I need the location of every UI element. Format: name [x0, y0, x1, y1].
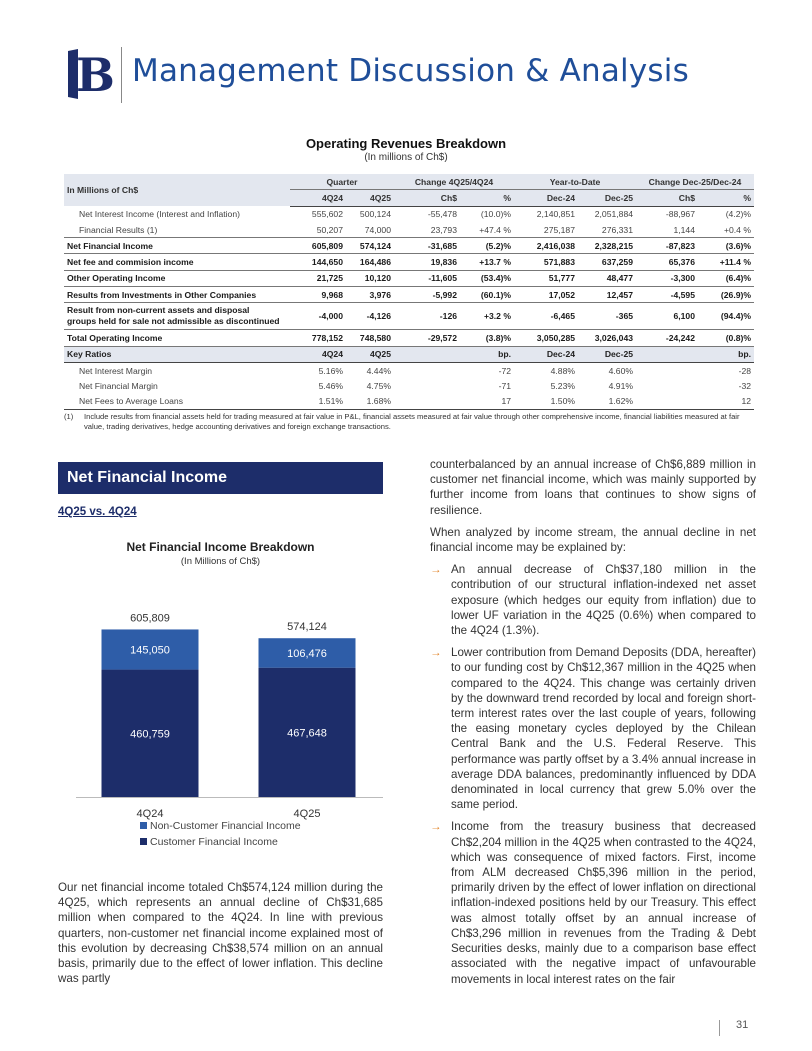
- table-cell: 4.60%: [608, 365, 633, 376]
- table-cell: 144,650: [290, 254, 346, 270]
- table-cell: -32: [738, 380, 751, 391]
- row-label: Net Financial Income: [64, 238, 290, 254]
- table-cell: 748,580: [346, 330, 394, 346]
- data-label: 460,759: [130, 728, 170, 741]
- left-paragraph: Our net financial income totaled Ch$574,124 million during the 4Q25, which represents an annual decline of Ch$31,685 million when compared to the 4Q24. In line with previous quarters, non-customer net financial income explained most of this evolution by decreasing Ch$38,574 million on an annual basis, primarily due to the effect of lower inflation. This decline was partly: [58, 881, 383, 986]
- table-cell: 276,331: [601, 224, 633, 235]
- table-cell: +13.7 %: [460, 254, 514, 270]
- data-label: 467,648: [287, 727, 327, 740]
- table-cell: 5.23%: [550, 380, 575, 391]
- table-cell: 9,968: [290, 287, 346, 303]
- table-cell: (4.2)%: [725, 209, 751, 220]
- table-row: [64, 362, 754, 378]
- table-cell: 21,725: [290, 270, 346, 286]
- list-item: [430, 562, 756, 638]
- table-subtitle: (In millions of Ch$): [364, 152, 448, 163]
- footnote-mark: (1): [64, 412, 74, 421]
- table-cell: 19,836: [394, 254, 460, 270]
- bank-logo: [66, 47, 115, 102]
- table-cell: -72: [498, 365, 511, 376]
- table-cell: 164,486: [346, 254, 394, 270]
- table-cell: 23,793: [430, 224, 457, 235]
- table-cell: -31,685: [394, 238, 460, 254]
- table-cell: 275,187: [543, 224, 575, 235]
- table-cell: 5.16%: [318, 365, 343, 376]
- list-item: [430, 645, 756, 812]
- table-cell: -71: [498, 380, 511, 391]
- group-header: Year-to-Date: [514, 174, 636, 190]
- table-cell: -55,478: [427, 209, 457, 220]
- footer-divider: [719, 1020, 720, 1036]
- table-cell: -87,823: [636, 238, 698, 254]
- table-cell: (94.4)%: [698, 303, 754, 330]
- section-header: Net Financial Income: [58, 462, 383, 494]
- column-header: %: [460, 190, 514, 206]
- table-title: Operating Revenues Breakdown: [305, 136, 507, 151]
- column-header: Dec-25: [578, 346, 636, 362]
- table-cell: 4.88%: [550, 365, 575, 376]
- footnote-text: Include results from financial assets held for trading measured at fair value in P&L, financial assets measured at fair value through other comprehensive income, financial liabilities measured at fair value, trading derivatives, hedge accounting derivatives and foreign exchange transactions.: [84, 412, 740, 431]
- key-ratios-header: [64, 346, 754, 362]
- table-cell: (10.0)%: [480, 209, 511, 220]
- table-cell: -88,967: [665, 209, 695, 220]
- arrow-icon: →: [430, 563, 442, 577]
- arrow-icon: →: [430, 820, 442, 834]
- bullet-text: Lower contribution from Demand Deposits (DDA, hereafter) to our funding cost by Ch$12,367 million in the 4Q25 when compared to the 4Q24. This change was certainly driven by the downward trend recorded by local and foreign short-term interest rates over the last couple of years, following the easing monetary cycles deployed by the Chilean Central Bank and the U.S. Federal Reserve. This performance was partly offset by a 3.4% annual increase in average DDA balances, predominantly influenced by DDA denominated in local currency that grew 5.0% over the same period.: [451, 646, 756, 812]
- table-cell: 1.50%: [514, 394, 578, 410]
- chart-subtitle: (In Millions of Ch$): [180, 556, 261, 567]
- table-cell: 637,259: [578, 254, 636, 270]
- section-subtitle: 4Q25 vs. 4Q24: [58, 506, 137, 518]
- group-header: Change 4Q25/4Q24: [394, 174, 514, 190]
- row-label: Results from Investments in Other Companies: [64, 287, 290, 303]
- table-cell: 555,602: [311, 209, 343, 220]
- row-label: Total Operating Income: [64, 330, 290, 346]
- table-cell: 17,052: [514, 287, 578, 303]
- chart-title: Net Financial Income Breakdown: [126, 540, 315, 554]
- total-label: 605,809: [130, 612, 170, 625]
- table-group-header: [64, 174, 754, 190]
- column-header: 4Q25: [346, 190, 394, 206]
- legend-swatch: [140, 838, 147, 845]
- table-cell: 2,416,038: [514, 238, 578, 254]
- table-cell: +47.4 %: [479, 224, 511, 235]
- row-label: Other Operating Income: [64, 270, 290, 286]
- table-cell: 74,000: [364, 224, 391, 235]
- table-cell: 574,124: [346, 238, 394, 254]
- column-header: Dec-25: [578, 190, 636, 206]
- table-row: [64, 394, 754, 410]
- column-header: 4Q25: [346, 346, 394, 362]
- table-cell: 778,152: [290, 330, 346, 346]
- column-header: Dec-24: [514, 190, 578, 206]
- data-label: 106,476: [287, 647, 327, 660]
- table-cell: 2,051,884: [594, 209, 633, 220]
- table-cell: -126: [394, 303, 460, 330]
- table-cell: -365: [578, 303, 636, 330]
- data-label: 145,050: [130, 644, 170, 657]
- column-header: Ch$: [636, 190, 698, 206]
- table-row: [64, 238, 754, 254]
- table-cell: 4.91%: [608, 380, 633, 391]
- row-label: Net fee and commision income: [64, 254, 290, 270]
- table-cell: -11,605: [394, 270, 460, 286]
- x-tick-label: 4Q24: [136, 808, 164, 820]
- bullet-text: Income from the treasury business that decreased Ch$2,204 million in the 4Q25 when contrasted to the 4Q24, which was consequence of mixed factors. First, income from ALM decreased Ch$5,396 million in the period, primarily driven by the effect of lower inflation on directional inflation-indexed positions held by our Treasury. This effect was almost totally offset by an annual increase of Ch$3,296 million in revenues from the Trading & Debt Securities desks, mainly due to a comparison base effect associated with the negative impact of unfavourable movements in local interest rates on the fair: [451, 820, 756, 986]
- table-cell: 2,140,851: [536, 209, 575, 220]
- legend-label: Non-Customer Financial Income: [150, 820, 301, 832]
- bullet-list: [430, 562, 756, 986]
- table-cell: 12: [698, 394, 754, 410]
- table-row: [64, 254, 754, 270]
- table-row: [64, 330, 754, 346]
- table-cell: 10,120: [346, 270, 394, 286]
- table-cell: 3,976: [346, 287, 394, 303]
- operating-revenues-table: [64, 174, 754, 410]
- table-cell: -5,992: [394, 287, 460, 303]
- table-row: [64, 270, 754, 286]
- table-cell: 4.75%: [366, 380, 391, 391]
- table-row: [64, 222, 754, 238]
- table-cell: 12,457: [578, 287, 636, 303]
- legend-label: Customer Financial Income: [150, 836, 278, 848]
- table-cell: 48,477: [578, 270, 636, 286]
- key-ratios-label: Key Ratios: [64, 346, 290, 362]
- paragraph: When analyzed by income stream, the annual decline in net financial income may be explained by:: [430, 525, 756, 555]
- table-cell: 6,100: [636, 303, 698, 330]
- column-header: Ch$: [394, 190, 460, 206]
- row-label-header: In Millions of Ch$: [64, 174, 290, 206]
- total-label: 574,124: [287, 621, 327, 634]
- table-cell: -28: [738, 365, 751, 376]
- row-label: Net Fees to Average Loans: [64, 394, 290, 410]
- table-cell: 5.46%: [318, 380, 343, 391]
- row-label: Net Interest Margin: [79, 365, 153, 376]
- table-cell: +0.4 %: [724, 224, 751, 235]
- table-cell: (0.8)%: [698, 330, 754, 346]
- x-tick-label: 4Q25: [293, 808, 321, 820]
- table-cell: -4,126: [346, 303, 394, 330]
- group-header: Change Dec-25/Dec-24: [636, 174, 754, 190]
- table-cell: 3,026,043: [578, 330, 636, 346]
- column-header: bp.: [698, 346, 754, 362]
- table-cell: 2,328,215: [578, 238, 636, 254]
- table-cell: -3,300: [636, 270, 698, 286]
- column-header: %: [698, 190, 754, 206]
- table-cell: (3.8)%: [460, 330, 514, 346]
- table-cell: -6,465: [514, 303, 578, 330]
- table-cell: -4,000: [290, 303, 346, 330]
- page-number: 31: [736, 1019, 749, 1031]
- row-label: Result from non-current assets and disposal groups held for sale not admissible as discontinued: [64, 303, 290, 330]
- column-header: 4Q24: [290, 190, 346, 206]
- table-cell: 50,207: [316, 224, 343, 235]
- arrow-icon: →: [430, 646, 442, 660]
- table-cell: 65,376: [636, 254, 698, 270]
- row-label: Net Interest Income (Interest and Inflation): [79, 208, 240, 219]
- table-row: [64, 303, 754, 330]
- table-cell: (26.9)%: [698, 287, 754, 303]
- table-cell: (53.4)%: [460, 270, 514, 286]
- legend-swatch: [140, 822, 147, 829]
- table-cell: -24,242: [636, 330, 698, 346]
- header-divider: [121, 47, 122, 103]
- list-item: [430, 819, 756, 986]
- table-cell: 1.51%: [290, 394, 346, 410]
- table-cell: 4.44%: [366, 365, 391, 376]
- column-header: Dec-24: [514, 346, 578, 362]
- table-footnote: [64, 412, 758, 432]
- table-cell: (6.4)%: [698, 270, 754, 286]
- column-header: 4Q24: [290, 346, 346, 362]
- table-cell: +11.4 %: [698, 254, 754, 270]
- page-title: Management Discussion & Analysis: [132, 53, 689, 89]
- table-cell: +3.2 %: [460, 303, 514, 330]
- bullet-text: An annual decrease of Ch$37,180 million in the contribution of our structural inflation-indexed net asset exposure (which hedges our equity from inflation) due to lower UF variation in the 4Q25 (0.6%) when compared to the 4Q24 (1.3%).: [451, 563, 756, 638]
- table-cell: 500,124: [359, 209, 391, 220]
- table-cell: 3,050,285: [514, 330, 578, 346]
- table-row: [64, 287, 754, 303]
- table-cell: (3.6)%: [698, 238, 754, 254]
- table-cell: -4,595: [636, 287, 698, 303]
- table-cell: 571,883: [514, 254, 578, 270]
- table-cell: 17: [460, 394, 514, 410]
- paragraph: counterbalanced by an annual increase of Ch$6,889 million in customer net financial income, which was mainly supported by further income from loans that continues to show signs of resilience.: [430, 458, 756, 517]
- row-label: Net Financial Margin: [79, 380, 158, 391]
- table-cell: 1.62%: [578, 394, 636, 410]
- right-column: [430, 457, 756, 994]
- row-label: Financial Results (1): [79, 224, 158, 235]
- group-header: Quarter: [290, 174, 394, 190]
- logo-letter: B: [76, 48, 115, 102]
- column-header: bp.: [460, 346, 514, 362]
- table-cell: (60.1)%: [460, 287, 514, 303]
- table-cell: 51,777: [514, 270, 578, 286]
- table-row: [64, 206, 754, 222]
- net-financial-income-chart: [58, 570, 383, 870]
- table-cell: (5.2)%: [460, 238, 514, 254]
- table-cell: 605,809: [290, 238, 346, 254]
- table-row: [64, 378, 754, 393]
- table-cell: -29,572: [394, 330, 460, 346]
- table-cell: 1.68%: [346, 394, 394, 410]
- table-cell: 1,144: [673, 224, 695, 235]
